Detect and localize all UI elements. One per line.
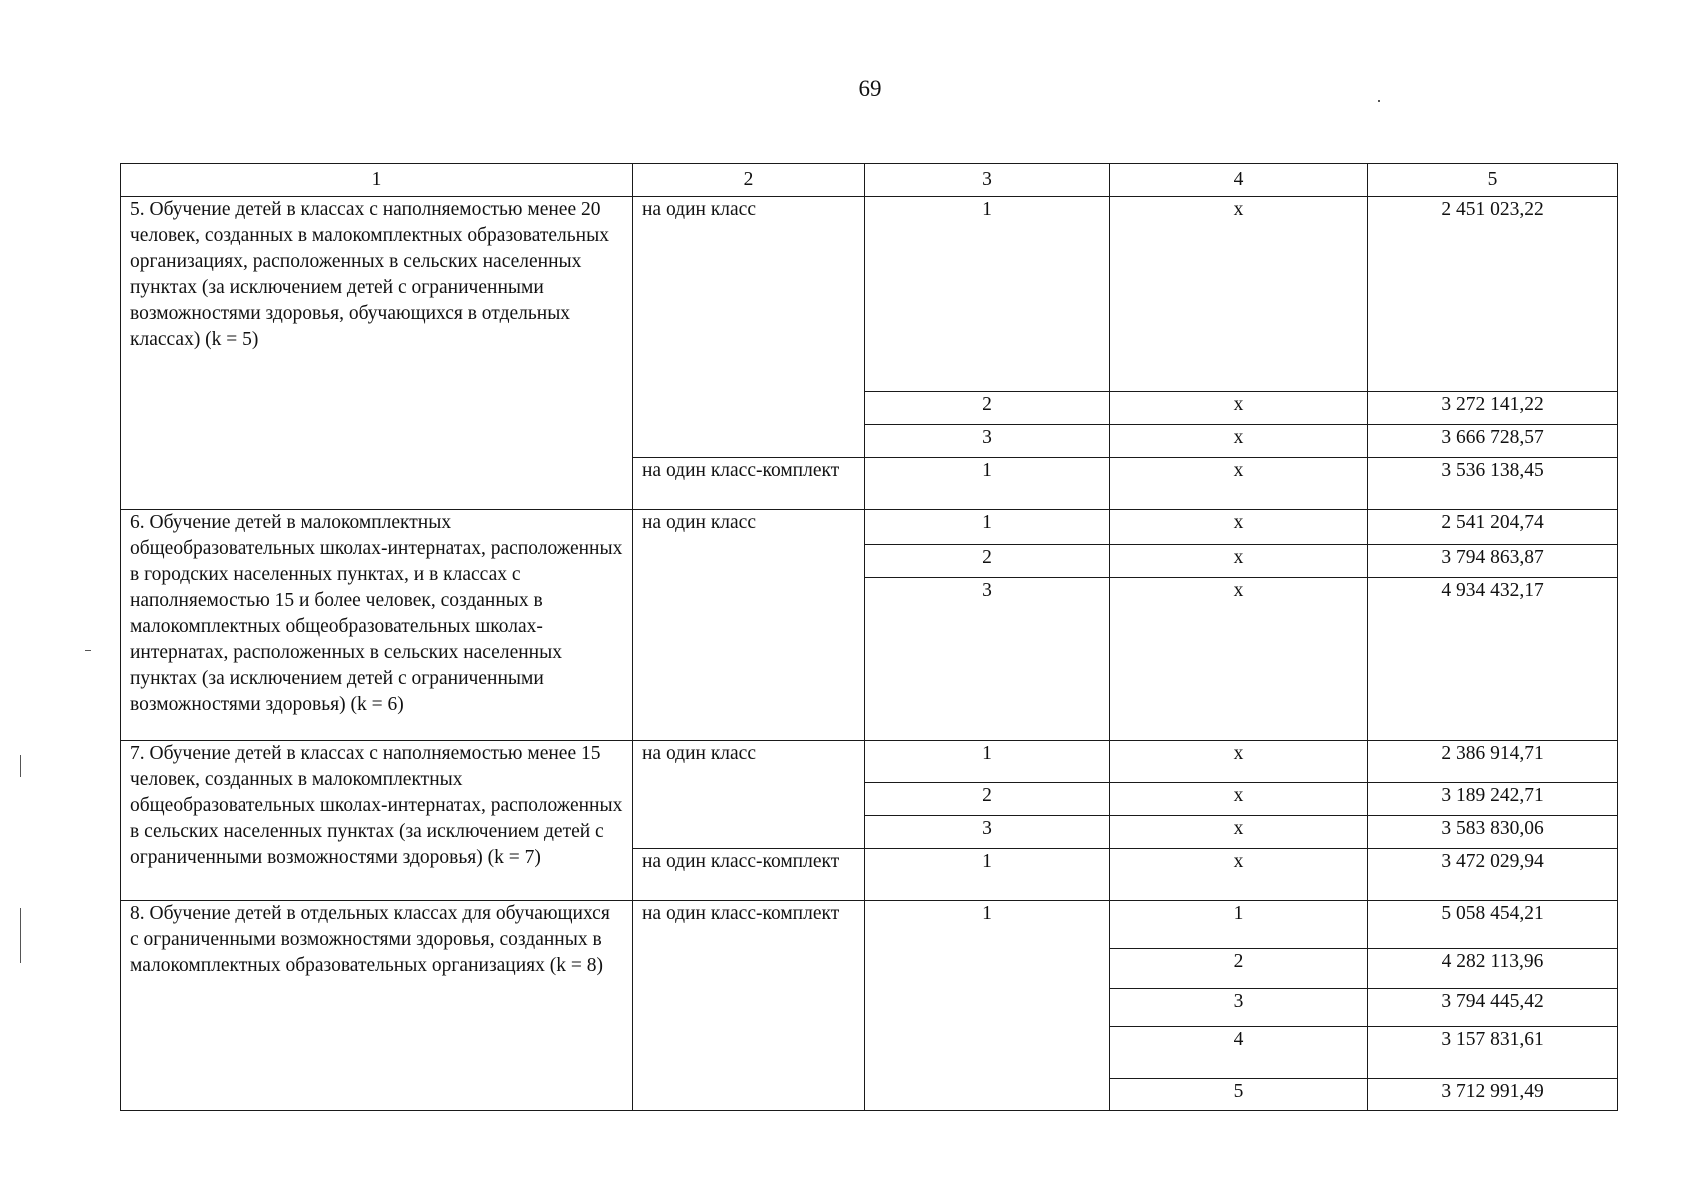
- cell-col4: 1: [1110, 901, 1368, 949]
- scan-mark: [1378, 100, 1380, 102]
- cell-col4: 2: [1110, 949, 1368, 989]
- cell-class-count: 1: [865, 849, 1110, 901]
- cell-amount: 3 157 831,61: [1368, 1027, 1618, 1079]
- cell-amount: 2 541 204,74: [1368, 510, 1618, 545]
- cell-amount: 5 058 454,21: [1368, 901, 1618, 949]
- cell-amount: 4 282 113,96: [1368, 949, 1618, 989]
- cell-amount: 3 189 242,71: [1368, 783, 1618, 816]
- column-header: 5: [1368, 164, 1618, 197]
- cell-col4: х: [1110, 425, 1368, 458]
- cell-class-count: 1: [865, 458, 1110, 510]
- table-header-row: [121, 164, 1618, 197]
- cell-class-count: 2: [865, 545, 1110, 578]
- cell-col4: 3: [1110, 989, 1368, 1027]
- unit-cell: на один класс-комплект: [633, 849, 865, 901]
- column-header: 2: [633, 164, 865, 197]
- table-row: [121, 741, 1618, 783]
- cell-amount: 3 794 445,42: [1368, 989, 1618, 1027]
- page-number: 69: [858, 76, 882, 101]
- table-row: [121, 901, 1618, 949]
- cell-class-count: 3: [865, 816, 1110, 849]
- unit-cell: на один класс-комплект: [633, 458, 865, 510]
- cell-col4: х: [1110, 578, 1368, 741]
- section-description: 5. Обучение детей в классах с наполняемостью менее 20 человек, созданных в малокомплектных образовательных организациях, расположенных в сельских населенных пунктах (за исключением детей с ограниченными возможностями здоровья, обучающихся в отдельных классах) (k = 5): [121, 197, 633, 510]
- cell-amount: 3 583 830,06: [1368, 816, 1618, 849]
- unit-cell: на один класс-комплект: [633, 901, 865, 1111]
- scan-mark: [20, 908, 21, 963]
- cell-col4: х: [1110, 458, 1368, 510]
- cell-class-count: 2: [865, 783, 1110, 816]
- cell-amount: 4 934 432,17: [1368, 578, 1618, 741]
- cell-amount: 3 472 029,94: [1368, 849, 1618, 901]
- cell-class-count: 3: [865, 578, 1110, 741]
- cell-class-count: 1: [865, 197, 1110, 392]
- cell-col4: х: [1110, 783, 1368, 816]
- cell-col4: х: [1110, 741, 1368, 783]
- unit-cell: на один класс: [633, 197, 865, 458]
- tariff-table: [120, 163, 1618, 1111]
- cell-col4: х: [1110, 849, 1368, 901]
- cell-amount: 3 666 728,57: [1368, 425, 1618, 458]
- column-header: 1: [121, 164, 633, 197]
- cell-amount: 3 536 138,45: [1368, 458, 1618, 510]
- cell-amount: 2 386 914,71: [1368, 741, 1618, 783]
- section-description: 7. Обучение детей в классах с наполняемостью менее 15 человек, созданных в малокомплектных общеобразовательных школах-интернатах, расположенных в сельских населенных пунктах (за исключением детей с ограниченными возможностями здоровья) (k = 7): [121, 741, 633, 901]
- unit-cell: на один класс: [633, 510, 865, 741]
- cell-class-count: 1: [865, 741, 1110, 783]
- cell-col4: х: [1110, 392, 1368, 425]
- section-description: 8. Обучение детей в отдельных классах для обучающихся с ограниченными возможностями здоровья, созданных в малокомплектных образовательных организациях (k = 8): [121, 901, 633, 1111]
- cell-col4: х: [1110, 545, 1368, 578]
- cell-class-count: 1: [865, 510, 1110, 545]
- cell-col4: 5: [1110, 1079, 1368, 1111]
- cell-amount: 3 712 991,49: [1368, 1079, 1618, 1111]
- scan-mark: [20, 755, 21, 777]
- cell-class-count: 3: [865, 425, 1110, 458]
- cell-class-count: 1: [865, 901, 1110, 1111]
- cell-col4: х: [1110, 816, 1368, 849]
- cell-amount: 3 794 863,87: [1368, 545, 1618, 578]
- cell-col4: 4: [1110, 1027, 1368, 1079]
- cell-amount: 3 272 141,22: [1368, 392, 1618, 425]
- cell-class-count: 2: [865, 392, 1110, 425]
- cell-col4: х: [1110, 510, 1368, 545]
- column-header: 4: [1110, 164, 1368, 197]
- scan-mark: [85, 650, 91, 651]
- cell-col4: х: [1110, 197, 1368, 392]
- cell-amount: 2 451 023,22: [1368, 197, 1618, 392]
- unit-cell: на один класс: [633, 741, 865, 849]
- table-row: [121, 197, 1618, 392]
- table-row: [121, 510, 1618, 545]
- section-description: 6. Обучение детей в малокомплектных общеобразовательных школах-интернатах, расположенных в городских населенных пунктах, и в классах с наполняемостью 15 и более человек, созданных в малокомплектных общеобразовательных школах-интернатах, расположенных в сельских населенных пунктах (за исключением детей с ограниченными возможностями здоровья) (k = 6): [121, 510, 633, 741]
- column-header: 3: [865, 164, 1110, 197]
